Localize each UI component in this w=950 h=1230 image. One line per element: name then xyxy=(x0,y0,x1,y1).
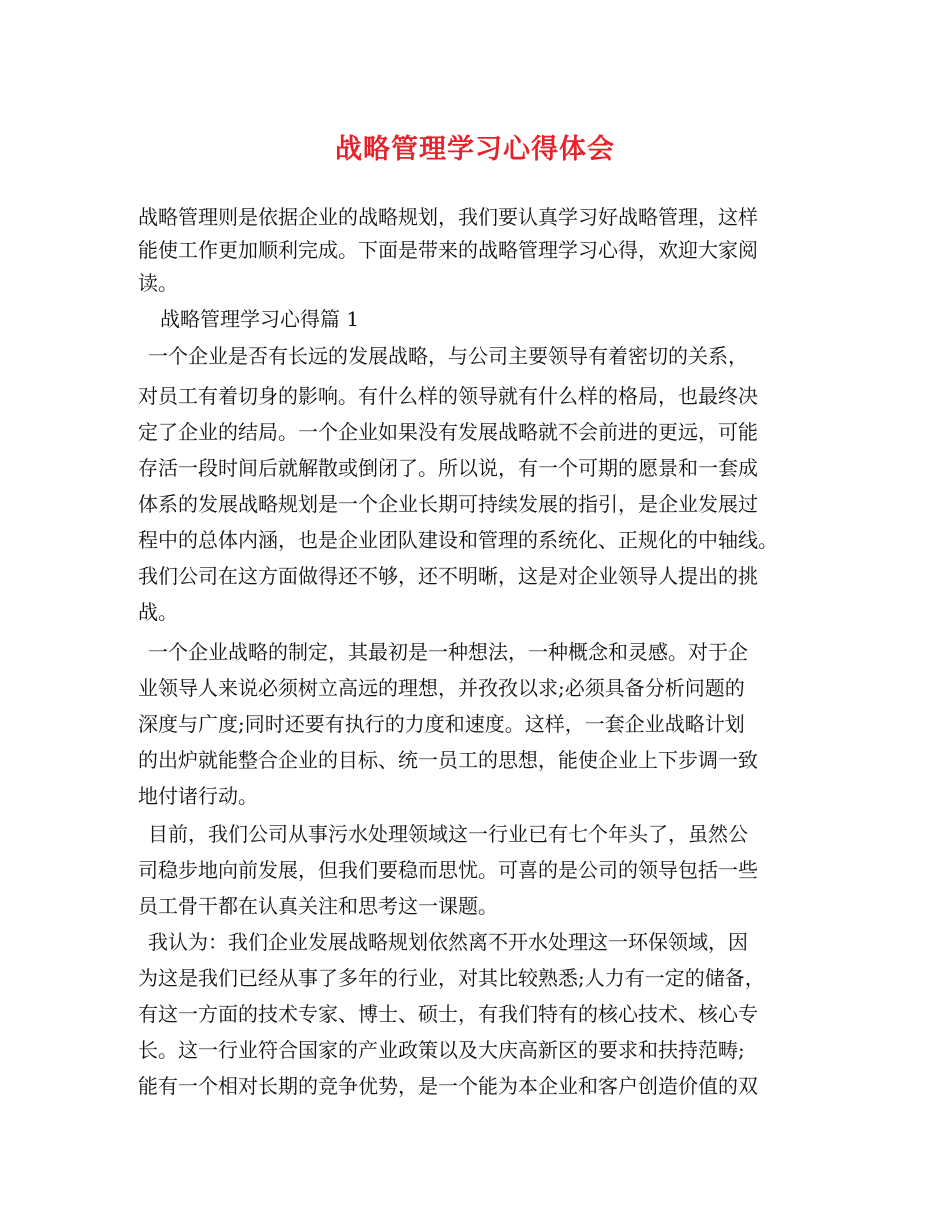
body-text-line: 司稳步地向前发展，但我们要稳而思忧。可喜的是公司的领导包括一些 xyxy=(138,858,758,882)
body-text-line: 长。这一行业符合国家的产业政策以及大庆高新区的要求和扶持范畴; xyxy=(138,1038,745,1062)
body-text-line: 地付诸行动。 xyxy=(138,784,258,808)
body-text-line: 战。 xyxy=(138,600,178,624)
body-text-line: 读。 xyxy=(138,271,178,295)
body-text-line: 体系的发展战略规划是一个企业长期可持续发展的指引，是企业发展过 xyxy=(138,492,758,516)
body-text-line: 为这是我们已经从事了多年的行业，对其比较熟悉;人力有一定的储备， xyxy=(138,966,765,990)
body-text-line: 存活一段时间后就解散或倒闭了。所以说，有一个可期的愿景和一套成 xyxy=(138,456,758,480)
body-text-line: 有这一方面的技术专家、博士、硕士，有我们特有的核心技术、核心专 xyxy=(138,1002,758,1026)
body-text-line: 程中的总体内涵，也是企业团队建设和管理的系统化、正规化的中轴线。 xyxy=(138,528,778,552)
body-text-line: 目前，我们公司从事污水处理领域这一行业已有七个年头了，虽然公 xyxy=(148,822,748,846)
body-text-line: 一个企业是否有长远的发展战略，与公司主要领导有着密切的关系， xyxy=(148,344,748,368)
document-title: 战略管理学习心得体会 xyxy=(335,134,615,165)
body-text-line: 深度与广度;同时还要有执行的力度和速度。这样，一套企业战略计划 xyxy=(138,712,745,736)
body-text-line: 我们公司在这方面做得还不够，还不明晰，这是对企业领导人提出的挑 xyxy=(138,564,758,588)
body-text-line: 能使工作更加顺利完成。下面是带来的战略管理学习心得，欢迎大家阅 xyxy=(138,238,758,262)
body-text-line: 定了企业的结局。一个企业如果没有发展战略就不会前进的更远，可能 xyxy=(138,420,758,444)
body-text-line: 一个企业战略的制定，其最初是一种想法，一种概念和灵感。对于企 xyxy=(148,640,748,664)
body-text-line: 战略管理则是依据企业的战略规划，我们要认真学习好战略管理，这样 xyxy=(138,205,758,229)
body-text-line: 员工骨干都在认真关注和思考这一课题。 xyxy=(138,894,498,918)
body-text-line: 的出炉就能整合企业的目标、统一员工的思想，能使企业上下步调一致 xyxy=(138,748,758,772)
body-text-line: 能有一个相对长期的竞争优势，是一个能为本企业和客户创造价值的双 xyxy=(138,1074,758,1098)
body-text-line: 对员工有着切身的影响。有什么样的领导就有什么样的格局，也最终决 xyxy=(138,384,758,408)
section-heading: 战略管理学习心得篇 1 xyxy=(160,307,360,331)
body-text-line: 我认为：我们企业发展战略规划依然离不开水处理这一环保领域，因 xyxy=(148,930,748,954)
body-text-line: 业领导人来说必须树立高远的理想，并孜孜以求;必须具备分析问题的 xyxy=(138,676,745,700)
